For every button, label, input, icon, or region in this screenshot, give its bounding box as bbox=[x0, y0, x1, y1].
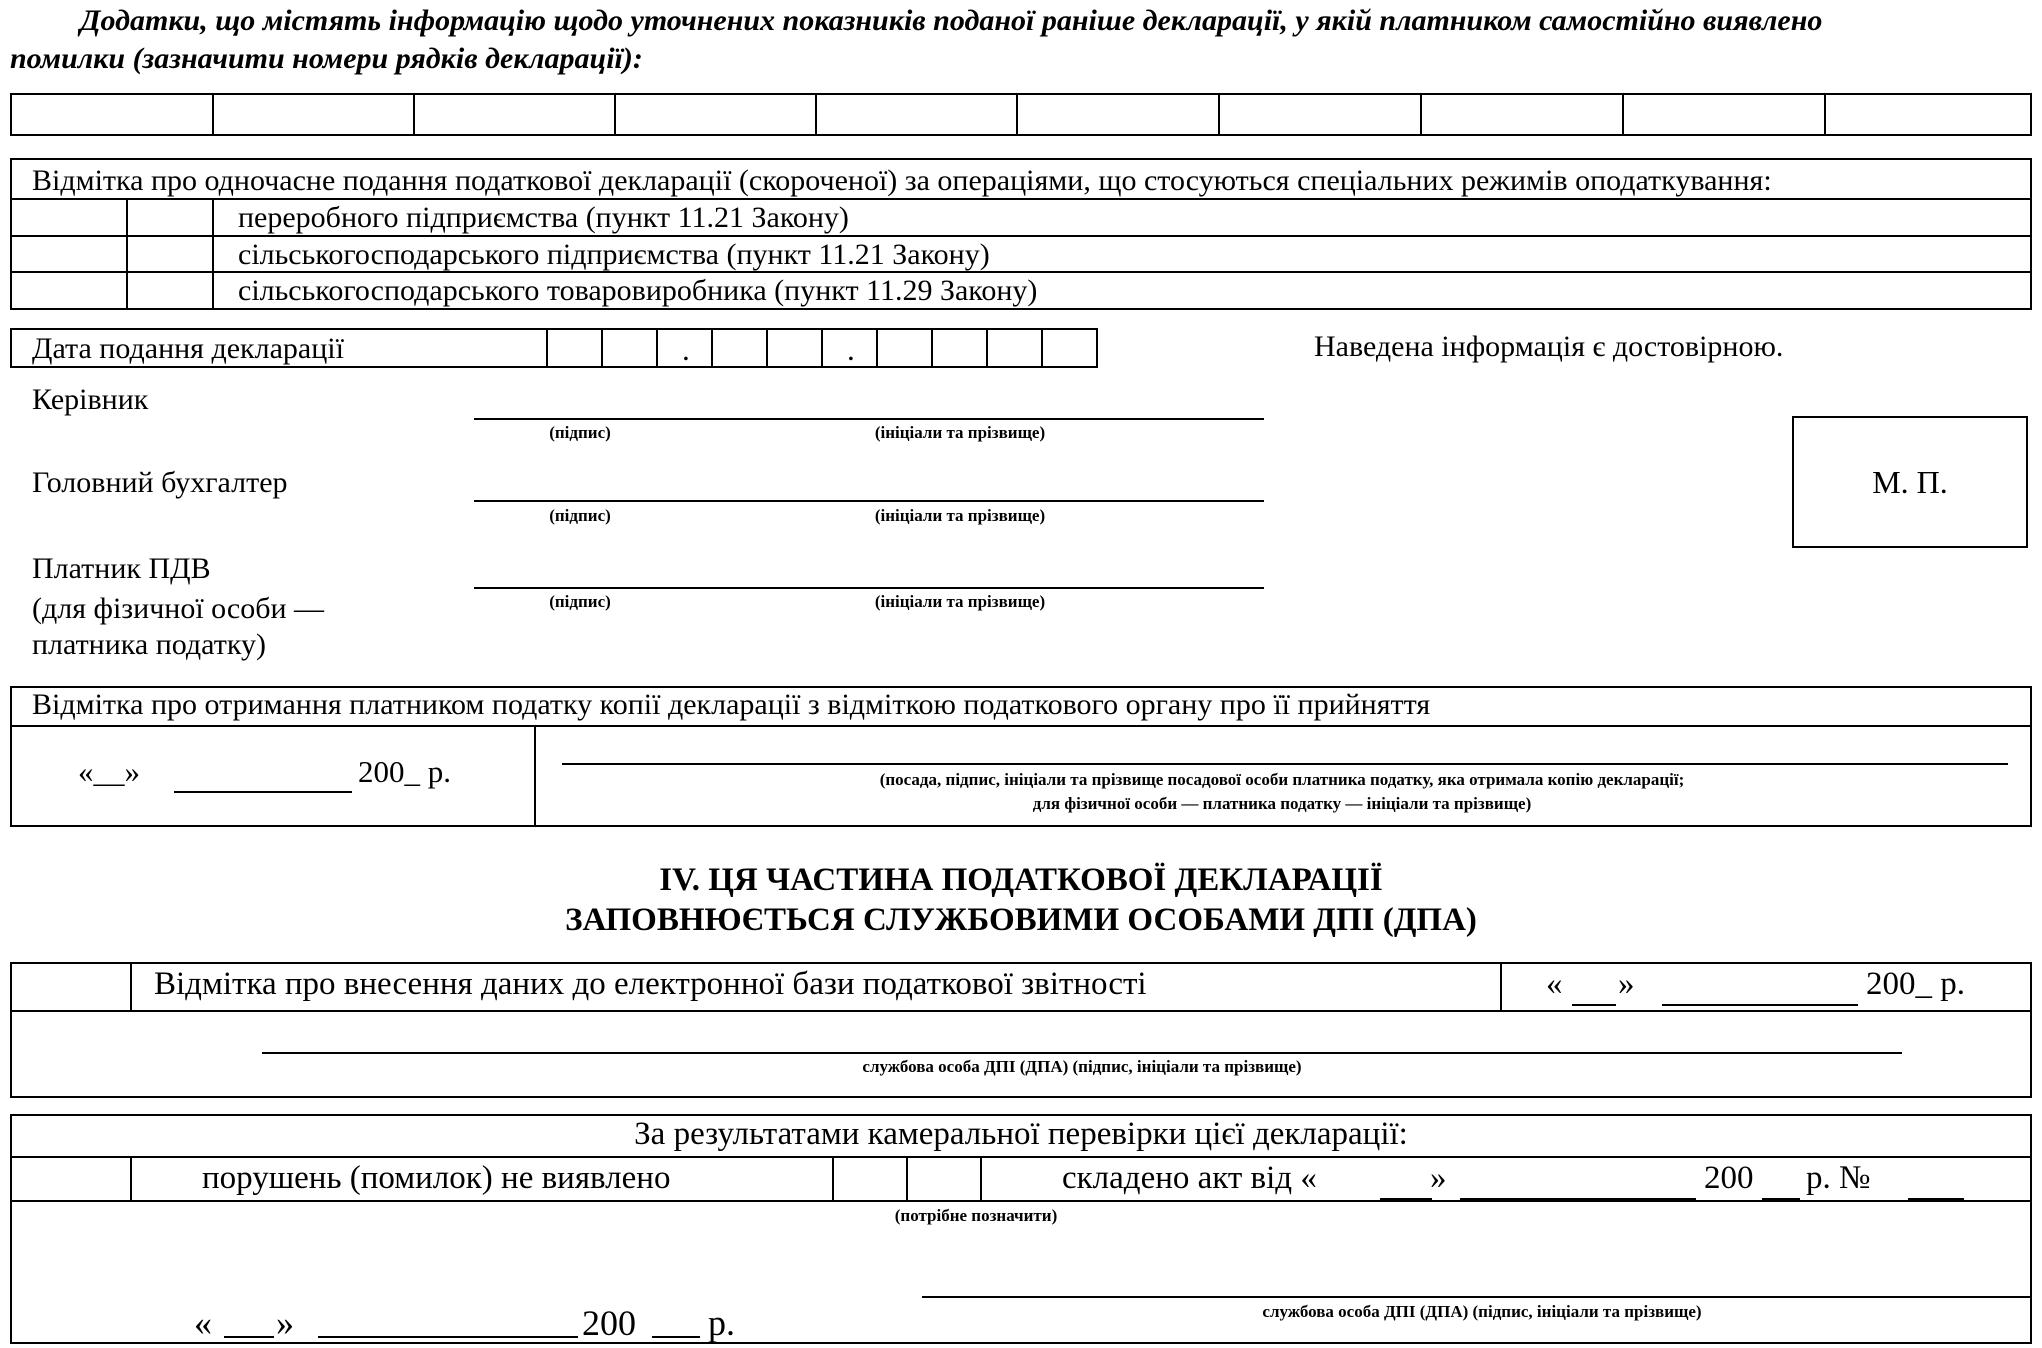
grid-cell[interactable] bbox=[1622, 95, 1624, 134]
act-year-line[interactable] bbox=[1762, 1198, 1800, 1200]
special-regimes-header: Відмітка про одночасне подання податкової декларації (скороченої) за операціями, що стосуються спеціальних режимів оподаткування: bbox=[32, 164, 1772, 197]
no-violations-mark-box[interactable] bbox=[12, 1158, 128, 1200]
receipt-header: Відмітка про отримання платником податку копії декларації з відміткою податкового органу про її прийняття bbox=[32, 688, 1431, 721]
audit-official-caption: службова особа ДПІ (ДПА) (підпис, ініціали та прізвище) bbox=[1262, 1302, 1702, 1321]
grid-cell[interactable] bbox=[1420, 95, 1422, 134]
submission-date-row bbox=[10, 328, 1098, 368]
db-date-open: « bbox=[1546, 966, 1563, 1002]
receipt-date-month-line[interactable] bbox=[174, 791, 352, 793]
receipt-date-year: 200_ р. bbox=[358, 754, 451, 789]
grid-cell[interactable] bbox=[212, 95, 214, 134]
date-dot-1: . bbox=[682, 332, 690, 367]
row-numbers-grid bbox=[10, 93, 2032, 136]
audit-date-open: « bbox=[194, 1303, 212, 1343]
audit-date-day-line[interactable] bbox=[224, 1336, 274, 1338]
audit-date-month-line[interactable] bbox=[318, 1336, 578, 1338]
special-regimes-table bbox=[10, 158, 2032, 310]
receipt-table bbox=[10, 686, 2032, 827]
audit-date-r: р. bbox=[708, 1303, 735, 1343]
db-date-year: 200_ р. bbox=[1866, 966, 1965, 1002]
name-caption: (ініціали та прізвище) bbox=[874, 423, 1046, 442]
audit-date-close: » bbox=[276, 1303, 294, 1343]
db-date-day-line[interactable] bbox=[1572, 1004, 1616, 1006]
db-official-caption: службова особа ДПІ (ДПА) (підпис, ініціали та прізвище) bbox=[862, 1057, 1302, 1076]
audit-date-year-line[interactable] bbox=[652, 1336, 700, 1338]
intro-line-1: Додатки, що містять інформацію щодо уточнених показників поданої раніше декларації, у якій платником самостійно виявлено bbox=[80, 4, 1823, 37]
sign-caption: (підпис) bbox=[549, 506, 611, 525]
no-violations-label: порушень (помилок) не виявлено bbox=[202, 1160, 671, 1196]
stamp-label: М. П. bbox=[1872, 463, 1948, 500]
receipt-caption-1: (посада, підпис, ініціали та прізвище посадової особи платника податку, яка отримала копію декларації; bbox=[879, 770, 1685, 789]
act-label: складено акт від « bbox=[1062, 1160, 1317, 1196]
accountant-signature-line[interactable] bbox=[474, 500, 1264, 502]
grid-cell[interactable] bbox=[1218, 95, 1220, 134]
act-close-quote: » bbox=[1430, 1160, 1447, 1196]
mark-caption: (потрібне позначити) bbox=[894, 1206, 1058, 1225]
regime-row-1: переробного підприємства (пункт 11.21 Закону) bbox=[238, 201, 849, 234]
submission-date-label: Дата подання декларації bbox=[32, 332, 344, 365]
name-caption: (ініціали та прізвище) bbox=[874, 506, 1046, 525]
act-month-line[interactable] bbox=[1460, 1198, 1696, 1200]
audit-header: За результатами камеральної перевірки цієї декларації: bbox=[634, 1116, 1408, 1152]
date-dot-2: . bbox=[847, 332, 855, 367]
head-label: Керівник bbox=[32, 383, 149, 416]
receipt-signature-line[interactable] bbox=[562, 763, 2008, 765]
grid-cell[interactable] bbox=[614, 95, 616, 134]
act-mark-box[interactable] bbox=[908, 1158, 980, 1200]
grid-cell[interactable] bbox=[413, 95, 415, 134]
stamp-box bbox=[1792, 416, 2028, 548]
grid-cell[interactable] bbox=[1824, 95, 1826, 134]
accountant-label: Головний бухгалтер bbox=[32, 466, 288, 499]
name-caption: (ініціали та прізвище) bbox=[874, 592, 1046, 611]
regime-row-2: сільськогосподарського підприємства (пункт 11.21 Закону) bbox=[238, 238, 990, 271]
act-year: 200 bbox=[1704, 1160, 1754, 1196]
sign-caption: (підпис) bbox=[549, 592, 611, 611]
payer-signature-line[interactable] bbox=[474, 587, 1264, 589]
section4-title-2: ЗАПОВНЮЄТЬСЯ СЛУЖБОВИМИ ОСОБАМИ ДПІ (ДПА) bbox=[565, 902, 1477, 938]
reliability-statement: Наведена інформація є достовірною. bbox=[1314, 330, 1784, 363]
act-day-line[interactable] bbox=[1380, 1198, 1432, 1200]
head-signature-line[interactable] bbox=[474, 418, 1264, 420]
audit-table bbox=[10, 1114, 2032, 1344]
db-entry-table bbox=[10, 962, 2032, 1098]
regime-row-3: сільськогосподарського товаровиробника (пункт 11.29 Закону) bbox=[238, 274, 1038, 307]
db-entry-mark-box[interactable] bbox=[12, 964, 128, 1008]
grid-cell[interactable] bbox=[1016, 95, 1018, 134]
act-number-line[interactable] bbox=[1908, 1198, 1964, 1200]
act-number-label: р. № bbox=[1806, 1160, 1871, 1196]
receipt-caption-2: для фізичної особи — платника податку — ініціали та прізвище) bbox=[1032, 794, 1532, 813]
db-official-signature-line[interactable] bbox=[262, 1052, 1902, 1054]
audit-official-signature-line[interactable] bbox=[922, 1296, 2032, 1298]
mark-box-1b[interactable] bbox=[128, 200, 210, 234]
payer-label-1: Платник ПДВ bbox=[32, 552, 211, 585]
sign-caption: (підпис) bbox=[549, 423, 611, 442]
payer-label-3: платника податку) bbox=[32, 628, 266, 661]
intro-line-2: помилки (зазначити номери рядків декларації): bbox=[10, 42, 643, 75]
mark-box-1a[interactable] bbox=[14, 200, 124, 234]
section4-title-1: IV. ЦЯ ЧАСТИНА ПОДАТКОВОЇ ДЕКЛАРАЦІЇ bbox=[659, 862, 1383, 898]
submission-date-input[interactable] bbox=[548, 330, 1094, 366]
payer-label-2: (для фізичної особи — bbox=[32, 592, 325, 625]
db-entry-label: Відмітка про внесення даних до електронної бази податкової звітності bbox=[154, 966, 1147, 1002]
grid-cell[interactable] bbox=[815, 95, 817, 134]
db-date-close: » bbox=[1618, 966, 1635, 1002]
audit-date-year: 200 bbox=[582, 1303, 636, 1343]
db-date-month-line[interactable] bbox=[1662, 1004, 1858, 1006]
receipt-date-day[interactable]: «__» bbox=[78, 754, 140, 789]
